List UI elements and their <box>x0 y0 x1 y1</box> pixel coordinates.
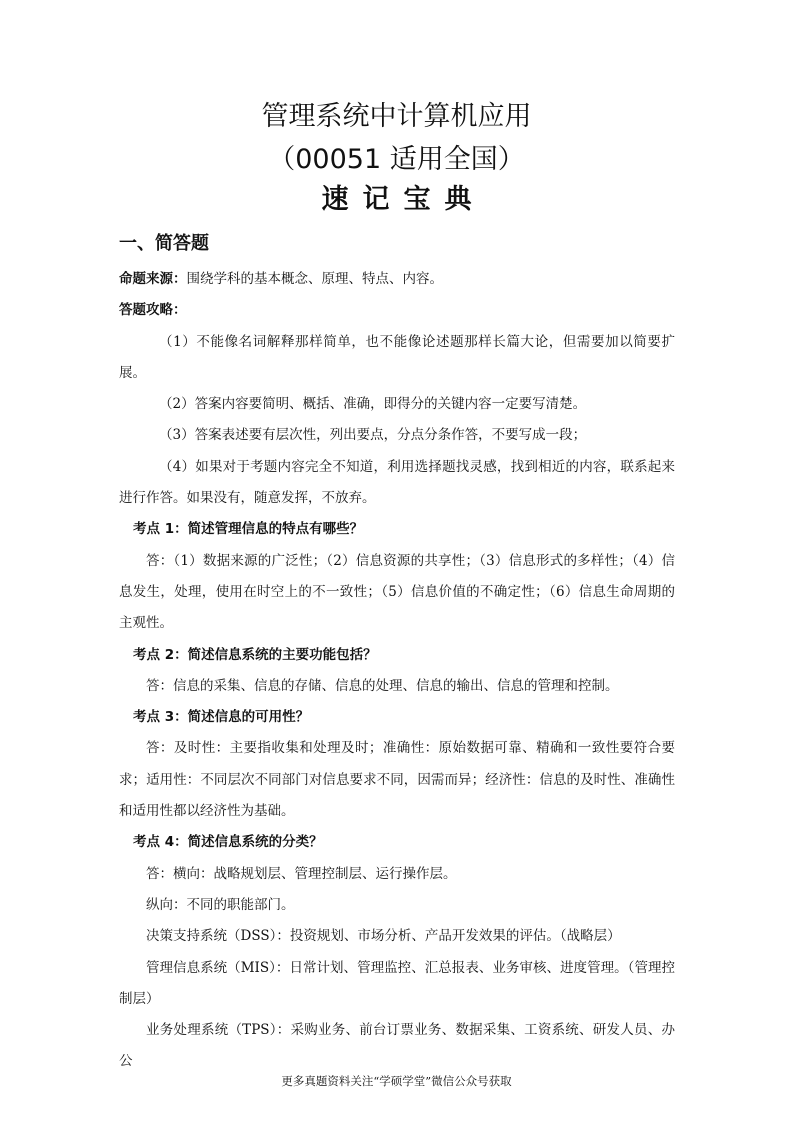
point-answer: 纵向：不同的职能部门。 <box>146 896 295 913</box>
point-answer: 答：横向：战略规划层、管理控制层、运行操作层。 <box>146 865 457 882</box>
source-paragraph <box>119 264 675 295</box>
source-text: 围绕学科的基本概念、原理、特点、内容。 <box>186 271 443 287</box>
point-answer: 管理信息系统（MIS）：日常计划、管理监控、汇总报表、业务审核、进度管理。（管理控制层） <box>119 959 675 1007</box>
point-answer: 决策支持系统（DSS）：投资规划、市场分析、产品开发效果的评估。（战略层） <box>146 928 621 945</box>
point-answer: 答：信息的采集、信息的存储、信息的处理、信息的输出、信息的管理和控制。 <box>146 677 619 694</box>
tip-paragraph: （3）答案表述要有层次性，列出要点，分点分条作答，不要写成一段； <box>159 427 587 444</box>
strategy-label: 答题攻略： <box>119 302 187 319</box>
page-footer: 更多真题资料关注“学硕学堂”微信公众号获取 <box>281 1074 512 1088</box>
tip-paragraph: （2）答案内容要简明、概括、准确，即得分的关键内容一定要写清楚。 <box>159 396 587 413</box>
tip-paragraph: （1）不能像名词解释那样简单，也不能像论述题那样长篇大论，但需要加以简要扩展。 <box>119 333 675 381</box>
tip-paragraph: （4）如果对于考题内容完全不知道，利用选择题找灵感，找到相近的内容，联系起来进行作答。如果没有，随意发挥，不放弃。 <box>119 458 675 507</box>
document-tagline: 速记宝典 <box>321 184 486 215</box>
point-answer: 答：及时性：主要指收集和处理及时；准确性：原始数据可靠、精确和一致性要符合要求；适用性：不同层次不同部门对信息要求不同，因需而异；经济性：信息的及时性、准确性和适用性都以经济性为基础。 <box>119 740 675 820</box>
document-body <box>119 264 675 1078</box>
point-answer: 答：（1）数据来源的广泛性；（2）信息资源的共享性；（3）信息形式的多样性；（4）信息发生，处理，使用在时空上的不一致性；（5）信息价值的不确定性；（6）信息生命周期的主观性。 <box>119 552 675 632</box>
point-question: 考点 3：简述信息的可用性？ <box>133 709 310 726</box>
point-question: 考点 1：简述管理信息的特点有哪些？ <box>133 521 364 538</box>
document-title: 管理系统中计算机应用 <box>261 101 532 132</box>
point-answer: 业务处理系统（TPS）：采购业务、前台订票业务、数据采集、工资系统、研发人员、办公 <box>119 1022 675 1070</box>
source-label: 命题来源： <box>119 271 187 287</box>
point-question: 考点 2：简述信息系统的主要功能包括？ <box>133 646 377 663</box>
section-heading: 一、简答题 <box>119 233 209 254</box>
point-question: 考点 4：简述信息系统的分类？ <box>133 834 323 851</box>
document-subtitle: （00051 适用全国） <box>268 144 525 175</box>
